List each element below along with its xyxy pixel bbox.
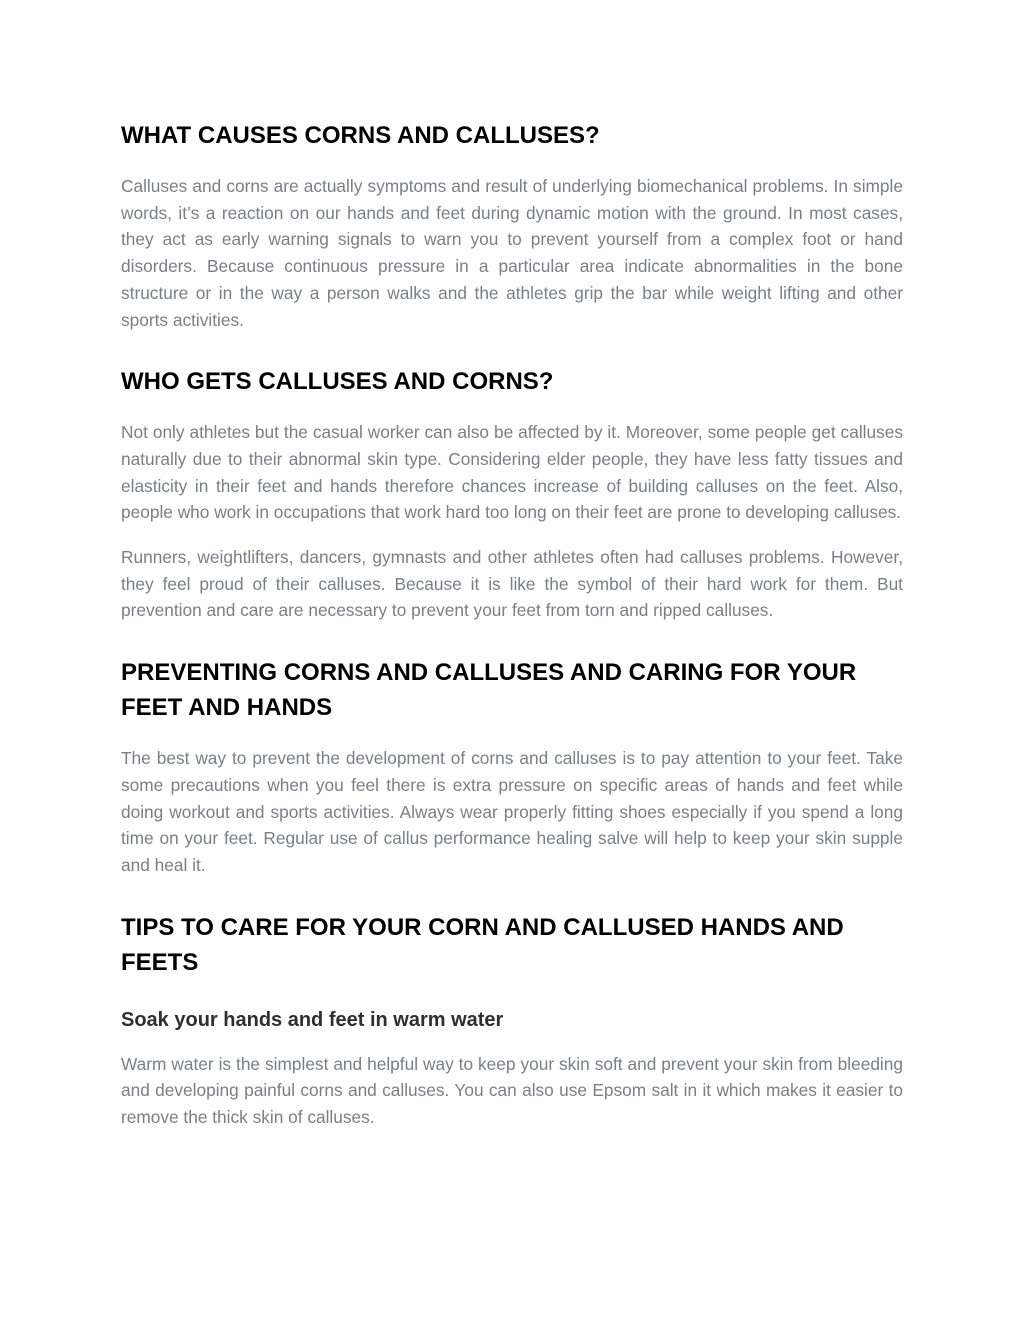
section-heading-causes: WHAT CAUSES CORNS AND CALLUSES? (121, 122, 600, 149)
paragraph-preventing: The best way to prevent the development of corns and calluses is to pay attention to your feet. Take some precautions when you feel there is extra pressure on specific areas of hands and feet while doing workout and sports activities. Always wear properly fitting shoes especially if you spend a long time on your feet. Regular use of callus performance healing salve will help to keep your skin supple and heal it. (121, 748, 903, 875)
section-heading-who-gets: WHO GETS CALLUSES AND CORNS? (121, 368, 554, 396)
section-heading-preventing: PREVENTING CORNS AND CALLUSES AND CARING FOR YOUR FEET AND HANDS (121, 659, 857, 722)
subheading-soak: Soak your hands and feet in warm water (121, 1008, 504, 1031)
paragraph-soak: Warm water is the simplest and helpful way to keep your skin soft and prevent your skin from bleeding and developing painful corns and calluses. You can also use Epsom salt in it which makes it easier to remove the thick skin of calluses. (121, 1053, 903, 1128)
paragraph-who-gets-1: Not only athletes but the casual worker can also be affected by it. Moreover, some people get calluses naturally due to their abnormal skin type. Considering elder people, they have less fatty tissues and elasticity in their feet and hands therefore chances increase of building calluses on the feet. Also, people who work in occupations that work hard too long on their feet are prone to developing calluses. (121, 422, 903, 523)
document-page (121, 118, 903, 1131)
section-heading-tips: TIPS TO CARE FOR YOUR CORN AND CALLUSED HANDS AND FEETS (121, 913, 844, 976)
paragraph-causes: Calluses and corns are actually symptoms and result of underlying biomechanical problems. In simple words, it’s a reaction on our hands and feet during dynamic motion with the ground. In most cases, they act as early warning signals to warn you to prevent yourself from a complex foot or hand disorders. Because continuous pressure in a particular area indicate abnormalities in the bone structure or in the way a person walks and the athletes grip the bar while weight lifting and other sports activities. (121, 176, 903, 330)
paragraph-who-gets-2: Runners, weightlifters, dancers, gymnasts and other athletes often had calluses problems. However, they feel proud of their calluses. Because it is like the symbol of their hard work for them. But prevention and care are necessary to prevent your feet from torn and ripped calluses. (121, 547, 903, 621)
